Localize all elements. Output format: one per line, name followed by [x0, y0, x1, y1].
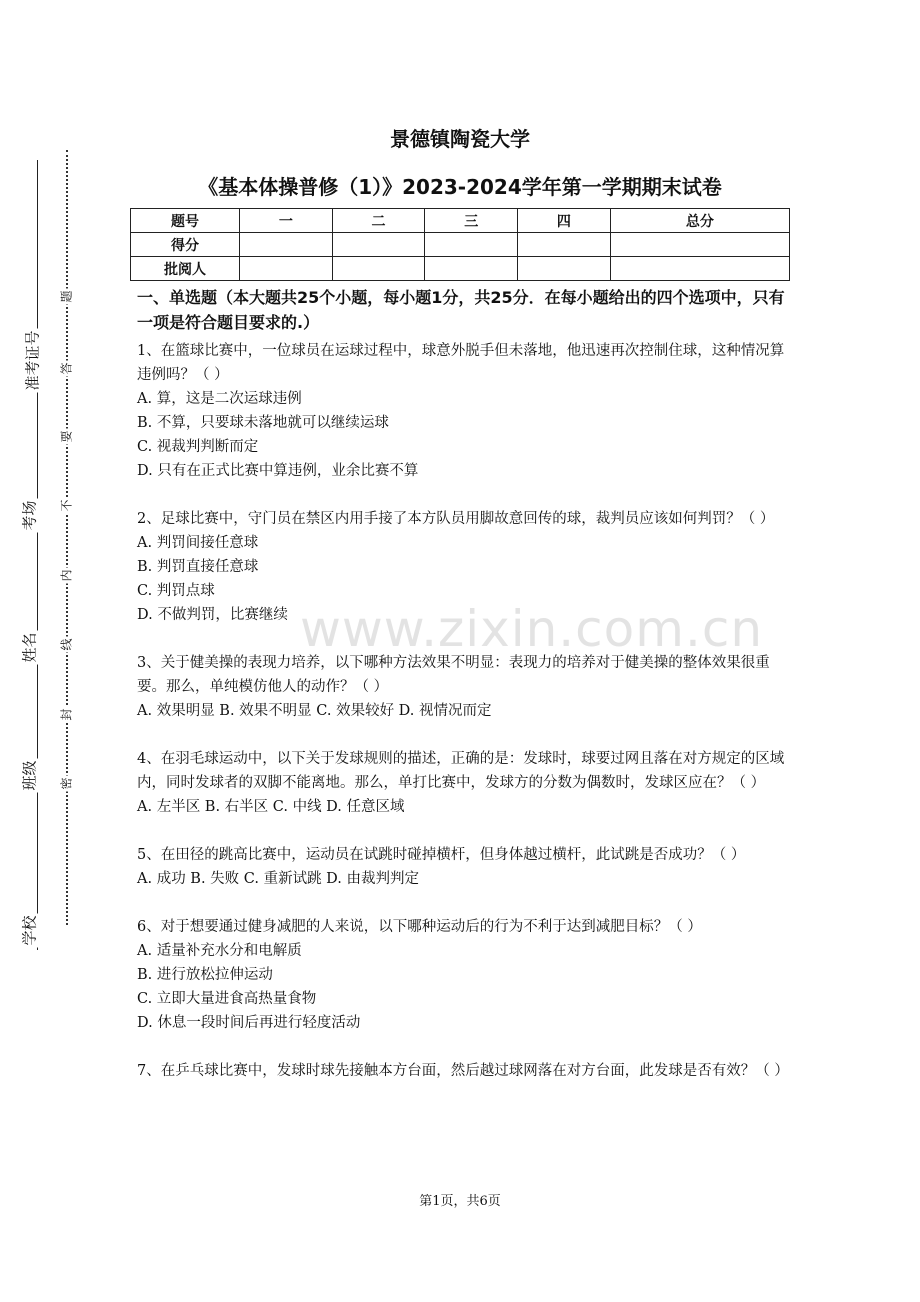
score-table-header: 三: [425, 209, 518, 233]
score-table-header: 二: [332, 209, 425, 233]
question-option[interactable]: C. 判罚点球: [137, 583, 215, 599]
binding-line: [37, 160, 38, 950]
field-exam-number-label: 准考证号: [23, 330, 42, 391]
exam-title: 《基本体操普修（1）》2023-2024学年第一学期期末试卷: [198, 175, 722, 199]
score-cell[interactable]: [610, 233, 789, 257]
question-stem: 4、在羽毛球运动中，以下关于发球规则的描述，正确的是：发球时，球要过网且落在对方规定的区域内，同时发球者的双脚不能离地。那么，单打比赛中，发球方的分数为偶数时，发球区应在？（ ）: [137, 751, 785, 791]
question-option[interactable]: A. 适量补充水分和电解质: [137, 943, 302, 959]
exam-content: [137, 285, 787, 1083]
question-5: [137, 843, 787, 891]
seal-dotted-line: [66, 150, 68, 925]
question-stem: 7、在乒乓球比赛中，发球时球先接触本方台面，然后越过球网落在对方台面，此发球是否有效？（ ）: [137, 1063, 789, 1079]
question-4: [137, 747, 787, 819]
score-table-row: [131, 257, 790, 281]
question-option[interactable]: C. 立即大量进食高热量食物: [137, 991, 317, 1007]
question-6: [137, 915, 787, 1035]
question-stem: 1、在篮球比赛中，一位球员在运球过程中，球意外脱手但未落地，他迅速再次控制住球，这种情况算违例吗？（ ）: [137, 343, 785, 383]
score-table-header: 一: [240, 209, 333, 233]
question-option[interactable]: D. 休息一段时间后再进行轻度活动: [137, 1015, 361, 1031]
seal-char: 密: [59, 777, 74, 790]
field-school-label: 学校: [20, 915, 39, 946]
field-class-label: 班级: [20, 760, 39, 791]
question-3: [137, 651, 787, 723]
seal-char: 题: [59, 290, 74, 303]
watermark: www.zixin.com.cn: [300, 600, 764, 658]
score-cell[interactable]: [425, 233, 518, 257]
page-footer: 第1页，共6页: [419, 1194, 501, 1209]
score-cell[interactable]: [332, 233, 425, 257]
score-table: [130, 208, 790, 281]
field-name-label: 姓名: [20, 632, 39, 663]
seal-char: 封: [59, 708, 74, 721]
score-table-row: [131, 233, 790, 257]
seal-char: 不: [59, 499, 74, 512]
score-table-header: 四: [518, 209, 611, 233]
score-table-header: 题号: [131, 209, 240, 233]
question-option[interactable]: A. 判罚间接任意球: [137, 535, 259, 551]
question-option[interactable]: B. 不算，只要球未落地就可以继续运球: [137, 415, 389, 431]
score-cell[interactable]: [518, 257, 611, 281]
question-option[interactable]: A. 算，这是二次运球违例: [137, 391, 302, 407]
question-stem: 3、关于健美操的表现力培养，以下哪种方法效果不明显：表现力的培养对于健美操的整体效果很重要。那么，单纯模仿他人的动作？（ ）: [137, 655, 770, 695]
score-table-header: 总分: [610, 209, 789, 233]
question-options[interactable]: A. 成功 B. 失败 C. 重新试跳 D. 由裁判判定: [137, 871, 420, 887]
question-stem: 5、在田径的跳高比赛中，运动员在试跳时碰掉横杆，但身体越过横杆，此试跳是否成功？（ ）: [137, 847, 746, 863]
question-option[interactable]: B. 进行放松拉伸运动: [137, 967, 273, 983]
seal-char: 答: [59, 362, 74, 375]
seal-char: 内: [59, 569, 74, 582]
field-exam-room-label: 考场: [20, 500, 39, 531]
question-option[interactable]: B. 判罚直接任意球: [137, 559, 259, 575]
section-heading: 一、单选题（本大题共25个小题，每小题1分，共25分．在每小题给出的四个选项中，只有一项是符合题目要求的.）: [137, 288, 785, 332]
score-row-label: 批阅人: [131, 257, 240, 281]
question-1: [137, 339, 787, 483]
question-options[interactable]: A. 效果明显 B. 效果不明显 C. 效果较好 D. 视情况而定: [137, 703, 492, 719]
question-option[interactable]: D. 只有在正式比赛中算违例，业余比赛不算: [137, 463, 419, 479]
score-cell[interactable]: [240, 233, 333, 257]
score-cell[interactable]: [332, 257, 425, 281]
question-7: [137, 1059, 787, 1083]
seal-char: 要: [59, 430, 74, 443]
question-2: [137, 507, 787, 627]
score-cell[interactable]: [518, 233, 611, 257]
score-cell[interactable]: [425, 257, 518, 281]
question-option[interactable]: C. 视裁判判断而定: [137, 439, 259, 455]
question-option[interactable]: D. 不做判罚，比赛继续: [137, 607, 288, 623]
question-stem: 6、对于想要通过健身减肥的人来说，以下哪种运动后的行为不利于达到减肥目标？（ ）: [137, 919, 702, 935]
score-cell[interactable]: [610, 257, 789, 281]
score-row-label: 得分: [131, 233, 240, 257]
question-options[interactable]: A. 左半区 B. 右半区 C. 中线 D. 任意区域: [137, 799, 405, 815]
seal-char: 线: [59, 638, 74, 651]
question-stem: 2、足球比赛中，守门员在禁区内用手接了本方队员用脚故意回传的球，裁判员应该如何判罚？（ ）: [137, 511, 775, 527]
score-table-header-row: [131, 209, 790, 233]
university-name: 景德镇陶瓷大学: [390, 127, 530, 151]
score-cell[interactable]: [240, 257, 333, 281]
